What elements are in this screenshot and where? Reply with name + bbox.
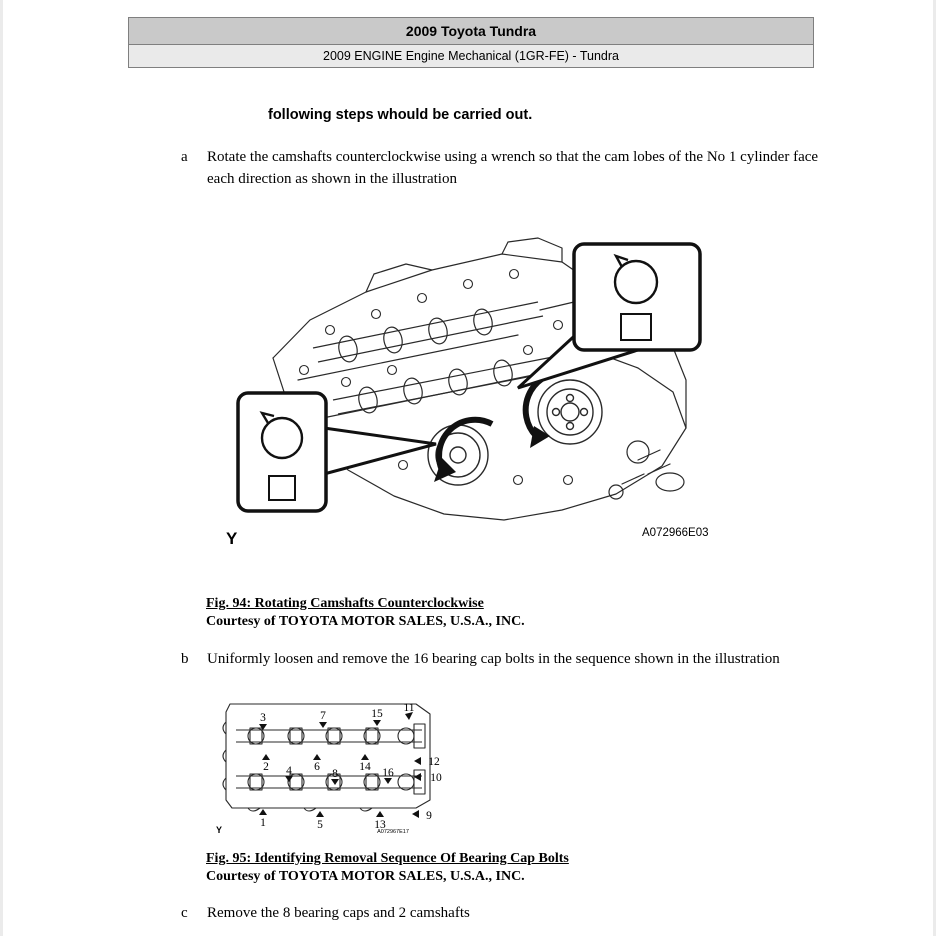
seq-number: 2 (263, 761, 269, 773)
seq-number: 10 (430, 772, 442, 784)
figure95-caption (206, 850, 569, 885)
seq-number: 6 (314, 761, 320, 773)
seq-number: 7 (320, 710, 326, 722)
step-c-letter: c (181, 905, 188, 921)
seq-number: 12 (428, 756, 440, 768)
seq-number: 14 (359, 761, 371, 773)
step-a-text: Rotate the camshafts counterclockwise using a wrench so that the cam lobes of the No 1 cylinder face each direction as shown in the illustration (207, 149, 819, 187)
seq-number: 4 (286, 765, 292, 777)
page-subtitle: 2009 ENGINE Engine Mechanical (1GR-FE) - Tundra (129, 45, 813, 67)
seq-number: 11 (403, 702, 415, 714)
step-a (181, 146, 829, 190)
sequence-numbers (260, 702, 442, 831)
figure95-code: A072967E17 (377, 829, 409, 835)
figure94-illustration (218, 230, 718, 550)
figure94-caption-title: Fig. 94: Rotating Camshafts Counterclockwise (206, 596, 484, 611)
step-a-letter: a (181, 149, 188, 165)
intro-text: following steps whould be carried out. (268, 107, 533, 123)
figure95-axis-label: Y (216, 825, 223, 835)
figure94-caption (206, 595, 525, 630)
step-b-text: Uniformly loosen and remove the 16 bearing cap bolts in the sequence shown in the illustration (207, 651, 780, 667)
figure94-axis-label: Y (226, 529, 238, 548)
page-title: 2009 Toyota Tundra (129, 18, 813, 45)
page-header (128, 17, 814, 68)
step-b-letter: b (181, 651, 189, 667)
figure94-code: A072966E03 (642, 527, 709, 539)
step-b (181, 648, 829, 670)
seq-number: 13 (374, 819, 386, 831)
seq-number: 9 (426, 810, 432, 822)
callout-left (238, 393, 436, 511)
seq-number: 1 (260, 817, 266, 829)
step-c-text: Remove the 8 bearing caps and 2 camshafts (207, 905, 470, 921)
seq-number: 5 (317, 819, 323, 831)
seq-number: 3 (260, 712, 266, 724)
seq-number: 8 (332, 768, 338, 780)
callout-right (518, 244, 700, 388)
figure95-caption-title: Fig. 95: Identifying Removal Sequence Of Bearing Cap Bolts (206, 851, 569, 866)
cam-sprockets (428, 380, 602, 485)
figure95-caption-courtesy: Courtesy of TOYOTA MOTOR SALES, U.S.A., INC. (206, 868, 525, 884)
seq-number: 15 (371, 708, 383, 720)
figure94-caption-courtesy: Courtesy of TOYOTA MOTOR SALES, U.S.A., INC. (206, 613, 525, 629)
seq-number: 16 (382, 767, 394, 779)
figure95-illustration (208, 682, 458, 837)
step-c (181, 902, 829, 924)
rotation-arrows (434, 372, 562, 482)
head-top-view-outline (223, 704, 430, 811)
